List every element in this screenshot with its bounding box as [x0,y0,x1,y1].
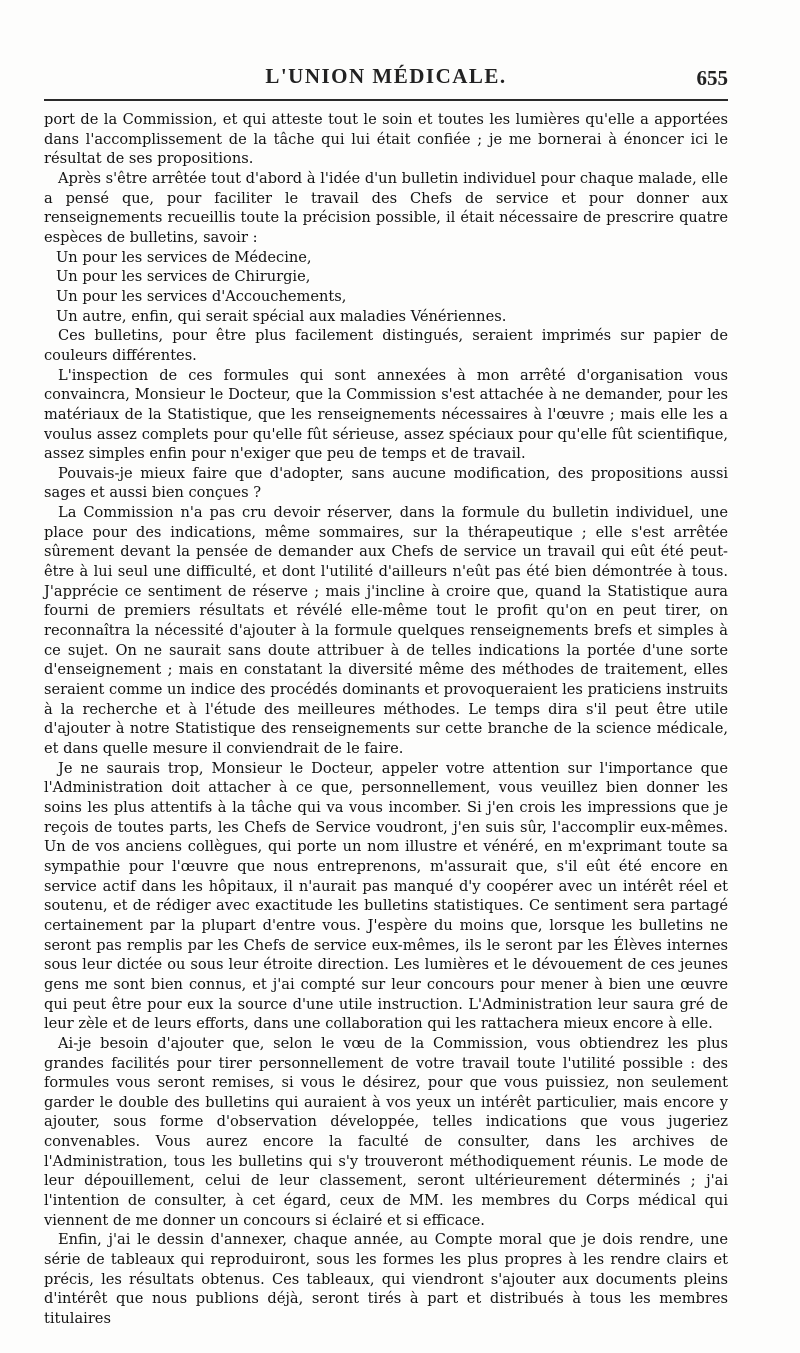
paragraph: L'inspection de ces formules qui sont annexées à mon arrêté d'organisation vous convaincra, Monsieur le Docteur, que la Commission s'est attachée à ne demander, pour les matériaux de la Statistique, que les renseignements nécessaires à l'œuvre ; mais elle les a voulus assez complets pour qu'elle fût sérieuse, assez spéciaux pour qu'elle fût scientifique, assez simples enfin pour n'exiger que peu de temps et de travail. [44,366,728,463]
paragraph: Enfin, j'ai le dessin d'annexer, chaque année, au Compte moral que je dois rendre, une série de tableaux qui reproduiront, sous les formes les plus propres à les rendre clairs et précis, les résultats obtenus. Ces tableaux, qui viendront s'ajouter aux documents pleins d'intérêt que nous publions déjà, seront tirés à part et distribués à tous les membres titulaires [44,1231,728,1328]
page-number: 655 [696,66,728,90]
paragraph-continuation: port de la Commission, et qui atteste tout le soin et toutes les lumières qu'elle a apportées dans l'accomplissement de la tâche qui lui était confiée ; je me bornerai à énoncer ici le résultat de ses propositions. [44,111,728,168]
list-item: Un autre, enfin, qui serait spécial aux maladies Vénériennes. [56,307,507,325]
header-rule [44,99,728,101]
paragraph: Ces bulletins, pour être plus facilement distingués, seraient imprimés sur papier de couleurs différentes. [44,327,728,364]
list-item: Un pour les services de Médecine, [56,248,312,266]
paragraph: Je ne saurais trop, Monsieur le Docteur, appeler votre attention sur l'importance que l'Administration doit attacher à ce que, personnellement, vous veuillez bien donner les soins les plus attentifs à la tâche qui va vous incomber. Si j'en crois les impressions que je reçois de toutes parts, les Chefs de Service voudront, j'en suis sûr, l'accomplir eux-mêmes. Un de vos anciens collègues, qui porte un nom illustre et vénéré, en m'exprimant toute sa sympathie pour l'œuvre que nous entreprenons, m'assurait que, s'il eût été encore en service actif dans les hôpitaux, il n'aurait pas manqué d'y coopérer avec un intérêt réel et soutenu, et de rédiger avec exactitude les bulletins statistiques. Ce sentiment sera partagé certainement par la plupart d'entre vous. J'espère du moins que, lorsque les bulletins ne seront pas remplis par les Chefs de service eux-mêmes, ils le seront par les Élèves internes sous leur dictée ou sous leur étroite direction. Les lumières et le dévouement de ces jeunes gens me sont bien connus, et j'ai compté sur leur concours pour mener à bien une œuvre qui peut être pour eux la source d'une utile instruction. L'Administration leur saura gré de leur zèle et de leurs efforts, dans une collaboration qui les rattachera mieux encore à elle. [44,759,728,1033]
paragraph: Pouvais-je mieux faire que d'adopter, sans aucune modification, des propositions aussi sages et aussi bien conçues ? [44,464,728,502]
list-item: Un pour les services d'Accouchements, [56,287,347,305]
paragraph: Ai-je besoin d'ajouter que, selon le vœu de la Commission, vous obtiendrez les plus grandes facilités pour tirer personnellement de votre travail toute l'utilité possible : des formules vous seront remises, si vous le désirez, pour que vous puissiez, non seulement garder le double des bulletins qui auraient à vos yeux un intérêt particulier, mais encore y ajouter, sous forme d'observation développée, telles indications que vous jugeriez convenables. Vous aurez encore la faculté de consulter, dans les archives de l'Administration, tous les bulletins qui s'y trouveront méthodiquement réunis. Le mode de leur dépouillement, celui de leur classement, seront ultérieurement déterminés ; j'ai l'intention de consulter, à cet égard, ceux de MM. les membres du Corps médical qui viennent de me donner un concours si éclairé et si efficace. [44,1034,728,1229]
list-item: Un pour les services de Chirurgie, [56,268,311,286]
paragraph: La Commission n'a pas cru devoir réserver, dans la formule du bulletin individuel, une place pour des indications, même sommaires, sur la thérapeutique ; elle s'est arrêtée sûrement devant la pensée de demander aux Chefs de service un travail qui eût été peut-être à lui seul une difficulté, et dont l'utilité d'ailleurs n'eût pas été bien démontrée à tous. J'apprécie ce sentiment de réserve ; mais j'incline à croire que, quand la Statistique aura fourni de premiers résultats et révélé elle-même tout le profit qu'on en peut tirer, on reconnaîtra la nécessité d'ajouter à la formule quelques renseignements brefs et simples à ce sujet. On ne saurait sans doute attribuer à de telles indications la portée d'une sorte d'enseignement ; mais en constatant la diversité même des méthodes de traitement, elles seraient comme un indice des procédés dominants et provoqueraient les praticiens instruits à la recherche et à l'étude des meilleures méthodes. Le temps dira s'il peut être utile d'ajouter à notre Statistique des renseignements sur cette branche de la science médicale, et dans quelle mesure il conviendrait de le faire. [44,504,728,757]
running-head [44,64,728,94]
body-text [44,110,728,1329]
paragraph: Après s'être arrêtée tout d'abord à l'idée d'un bulletin individuel pour chaque malade, elle a pensé que, pour faciliter le travail des Chefs de service et pour donner aux renseignements recueillis toute la précision possible, il était nécessaire de prescrire quatre espèces de bulletins, savoir : [44,169,728,246]
running-title: L'UNION MÉDICALE. [265,64,507,88]
